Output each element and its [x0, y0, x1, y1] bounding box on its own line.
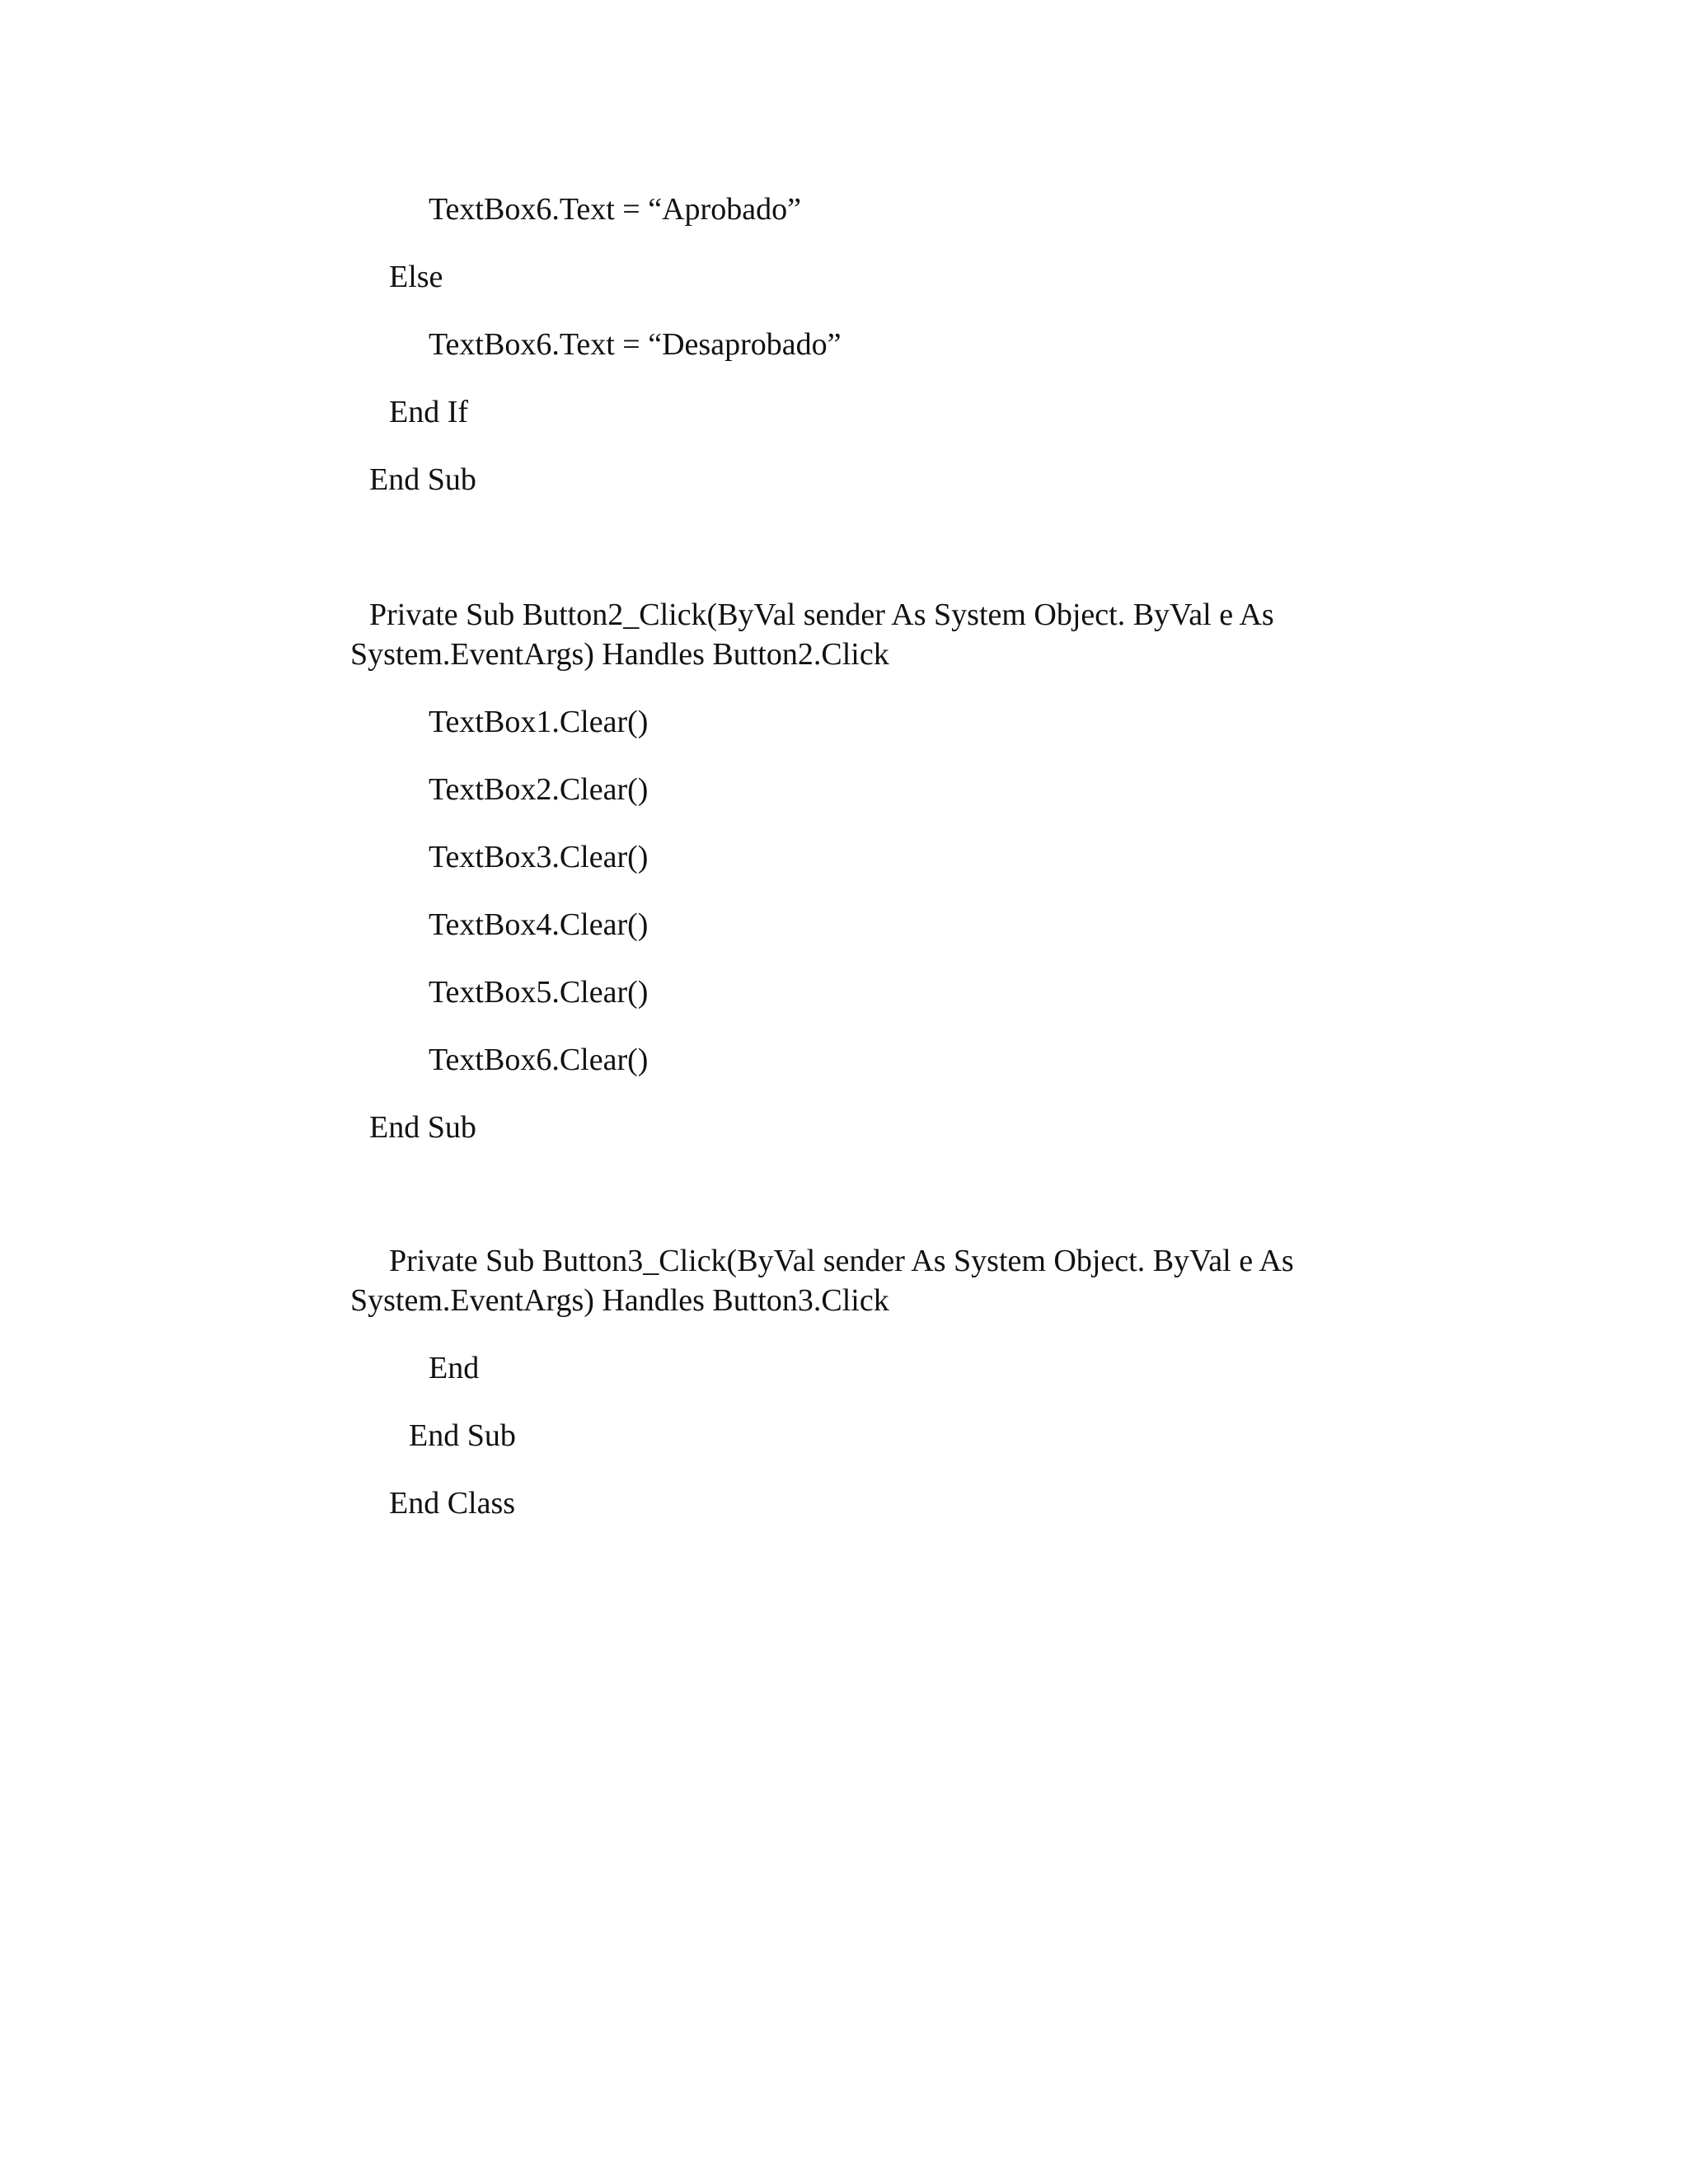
code-line: Else [389, 260, 443, 294]
code-line: End Class [389, 1486, 516, 1521]
code-line: TextBox3.Clear() [429, 840, 649, 874]
code-line: Private Sub Button2_Click(ByVal sender As System Object. ByVal e As [369, 598, 1274, 632]
code-line: TextBox4.Clear() [429, 907, 649, 942]
code-line: System.EventArgs) Handles Button2.Click [350, 637, 889, 672]
code-line: TextBox5.Clear() [429, 975, 649, 1010]
code-line: TextBox1.Clear() [429, 705, 649, 739]
code-line: End Sub [369, 462, 476, 497]
code-line: TextBox2.Clear() [429, 772, 649, 807]
code-line: Private Sub Button3_Click(ByVal sender As System Object. ByVal e As [389, 1244, 1294, 1278]
code-line: End Sub [369, 1110, 476, 1145]
code-line: System.EventArgs) Handles Button3.Click [350, 1283, 889, 1318]
code-line: End If [389, 395, 469, 429]
code-line: TextBox6.Text = “Desaprobado” [429, 327, 842, 362]
code-line: End [429, 1351, 480, 1385]
code-line: TextBox6.Clear() [429, 1043, 649, 1077]
code-line: TextBox6.Text = “Aprobado” [429, 192, 801, 227]
code-line: End Sub [409, 1418, 516, 1453]
